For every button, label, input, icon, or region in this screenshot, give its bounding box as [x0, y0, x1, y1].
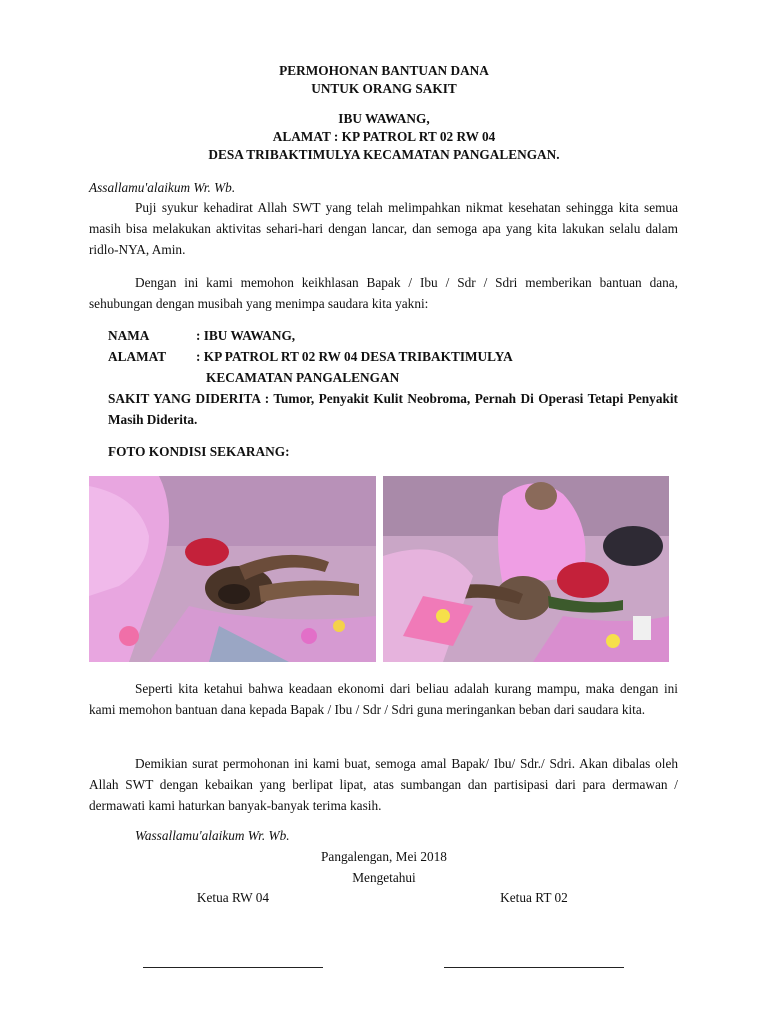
paragraph-3: Seperti kita ketahui bahwa keadaan ekonomi dari beliau adalah kurang mampu, maka dengan ini kami memohon bantuan dana kepada Bapak / Ibu / Sdr / Sdri guna meringankan beban dari saudara kita.: [89, 681, 678, 717]
signature-line-rw: [143, 967, 323, 968]
signatory-rt: Ketua RT 02: [500, 890, 568, 905]
doc-subtitle: UNTUK ORANG SAKIT: [311, 81, 457, 96]
village-heading: DESA TRIBAKTIMULYA KECAMATAN PANGALENGAN.: [208, 147, 560, 162]
nama-label: NAMA: [108, 328, 150, 343]
alamat-value: : KP PATROL RT 02 RW 04 DESA TRIBAKTIMULYA: [196, 349, 513, 364]
salutation: Assallamu'alaikum Wr. Wb.: [89, 180, 236, 195]
address-heading: ALAMAT : KP PATROL RT 02 RW 04: [272, 129, 496, 144]
illness-description: SAKIT YANG DIDERITA : Tumor, Penyakit Kulit Neobroma, Pernah Di Operasi Tetapi Penyakit Masih Diderita.: [108, 391, 678, 427]
place-date: Pangalengan, Mei 2018: [321, 849, 447, 864]
paragraph-1: Puji syukur kehadirat Allah SWT yang telah melimpahkan nikmat kesehatan sehingga kita semua masih bisa melakukan aktivitas sehari-hari dengan lancar, dan semoga apa yang kita lakukan selalu dalam ridlo-NYA, Amin.: [89, 200, 678, 257]
alamat-label: ALAMAT: [108, 349, 167, 364]
mengetahui-label: Mengetahui: [352, 870, 416, 885]
alamat-value-line2: KECAMATAN PANGALENGAN: [206, 370, 400, 385]
patient-photo-right: [383, 476, 669, 662]
patient-name-heading: IBU WAWANG,: [338, 111, 430, 126]
nama-value: : IBU WAWANG,: [196, 328, 296, 343]
signatory-rw: Ketua RW 04: [196, 890, 270, 905]
photo-heading: FOTO KONDISI SEKARANG:: [108, 444, 290, 459]
closing-salutation: Wassallamu'alaikum Wr. Wb.: [135, 828, 290, 843]
paragraph-2: Dengan ini kami memohon keikhlasan Bapak / Ibu / Sdr / Sdri memberikan bantuan dana, sehubungan dengan musibah yang menimpa saudara kita yakni:: [89, 275, 678, 311]
signature-line-rt: [444, 967, 624, 968]
patient-photo-left: [89, 476, 376, 662]
doc-title: PERMOHONAN BANTUAN DANA: [279, 63, 489, 78]
paragraph-4: Demikian surat permohonan ini kami buat, semoga amal Bapak/ Ibu/ Sdr./ Sdri. Akan dibalas oleh Allah SWT dengan kebaikan yang berlipat lipat, atas sumbangan dan partisipasi dari para dermawan / dermawati kami haturkan banyak-banyak terima kasih.: [89, 756, 678, 813]
